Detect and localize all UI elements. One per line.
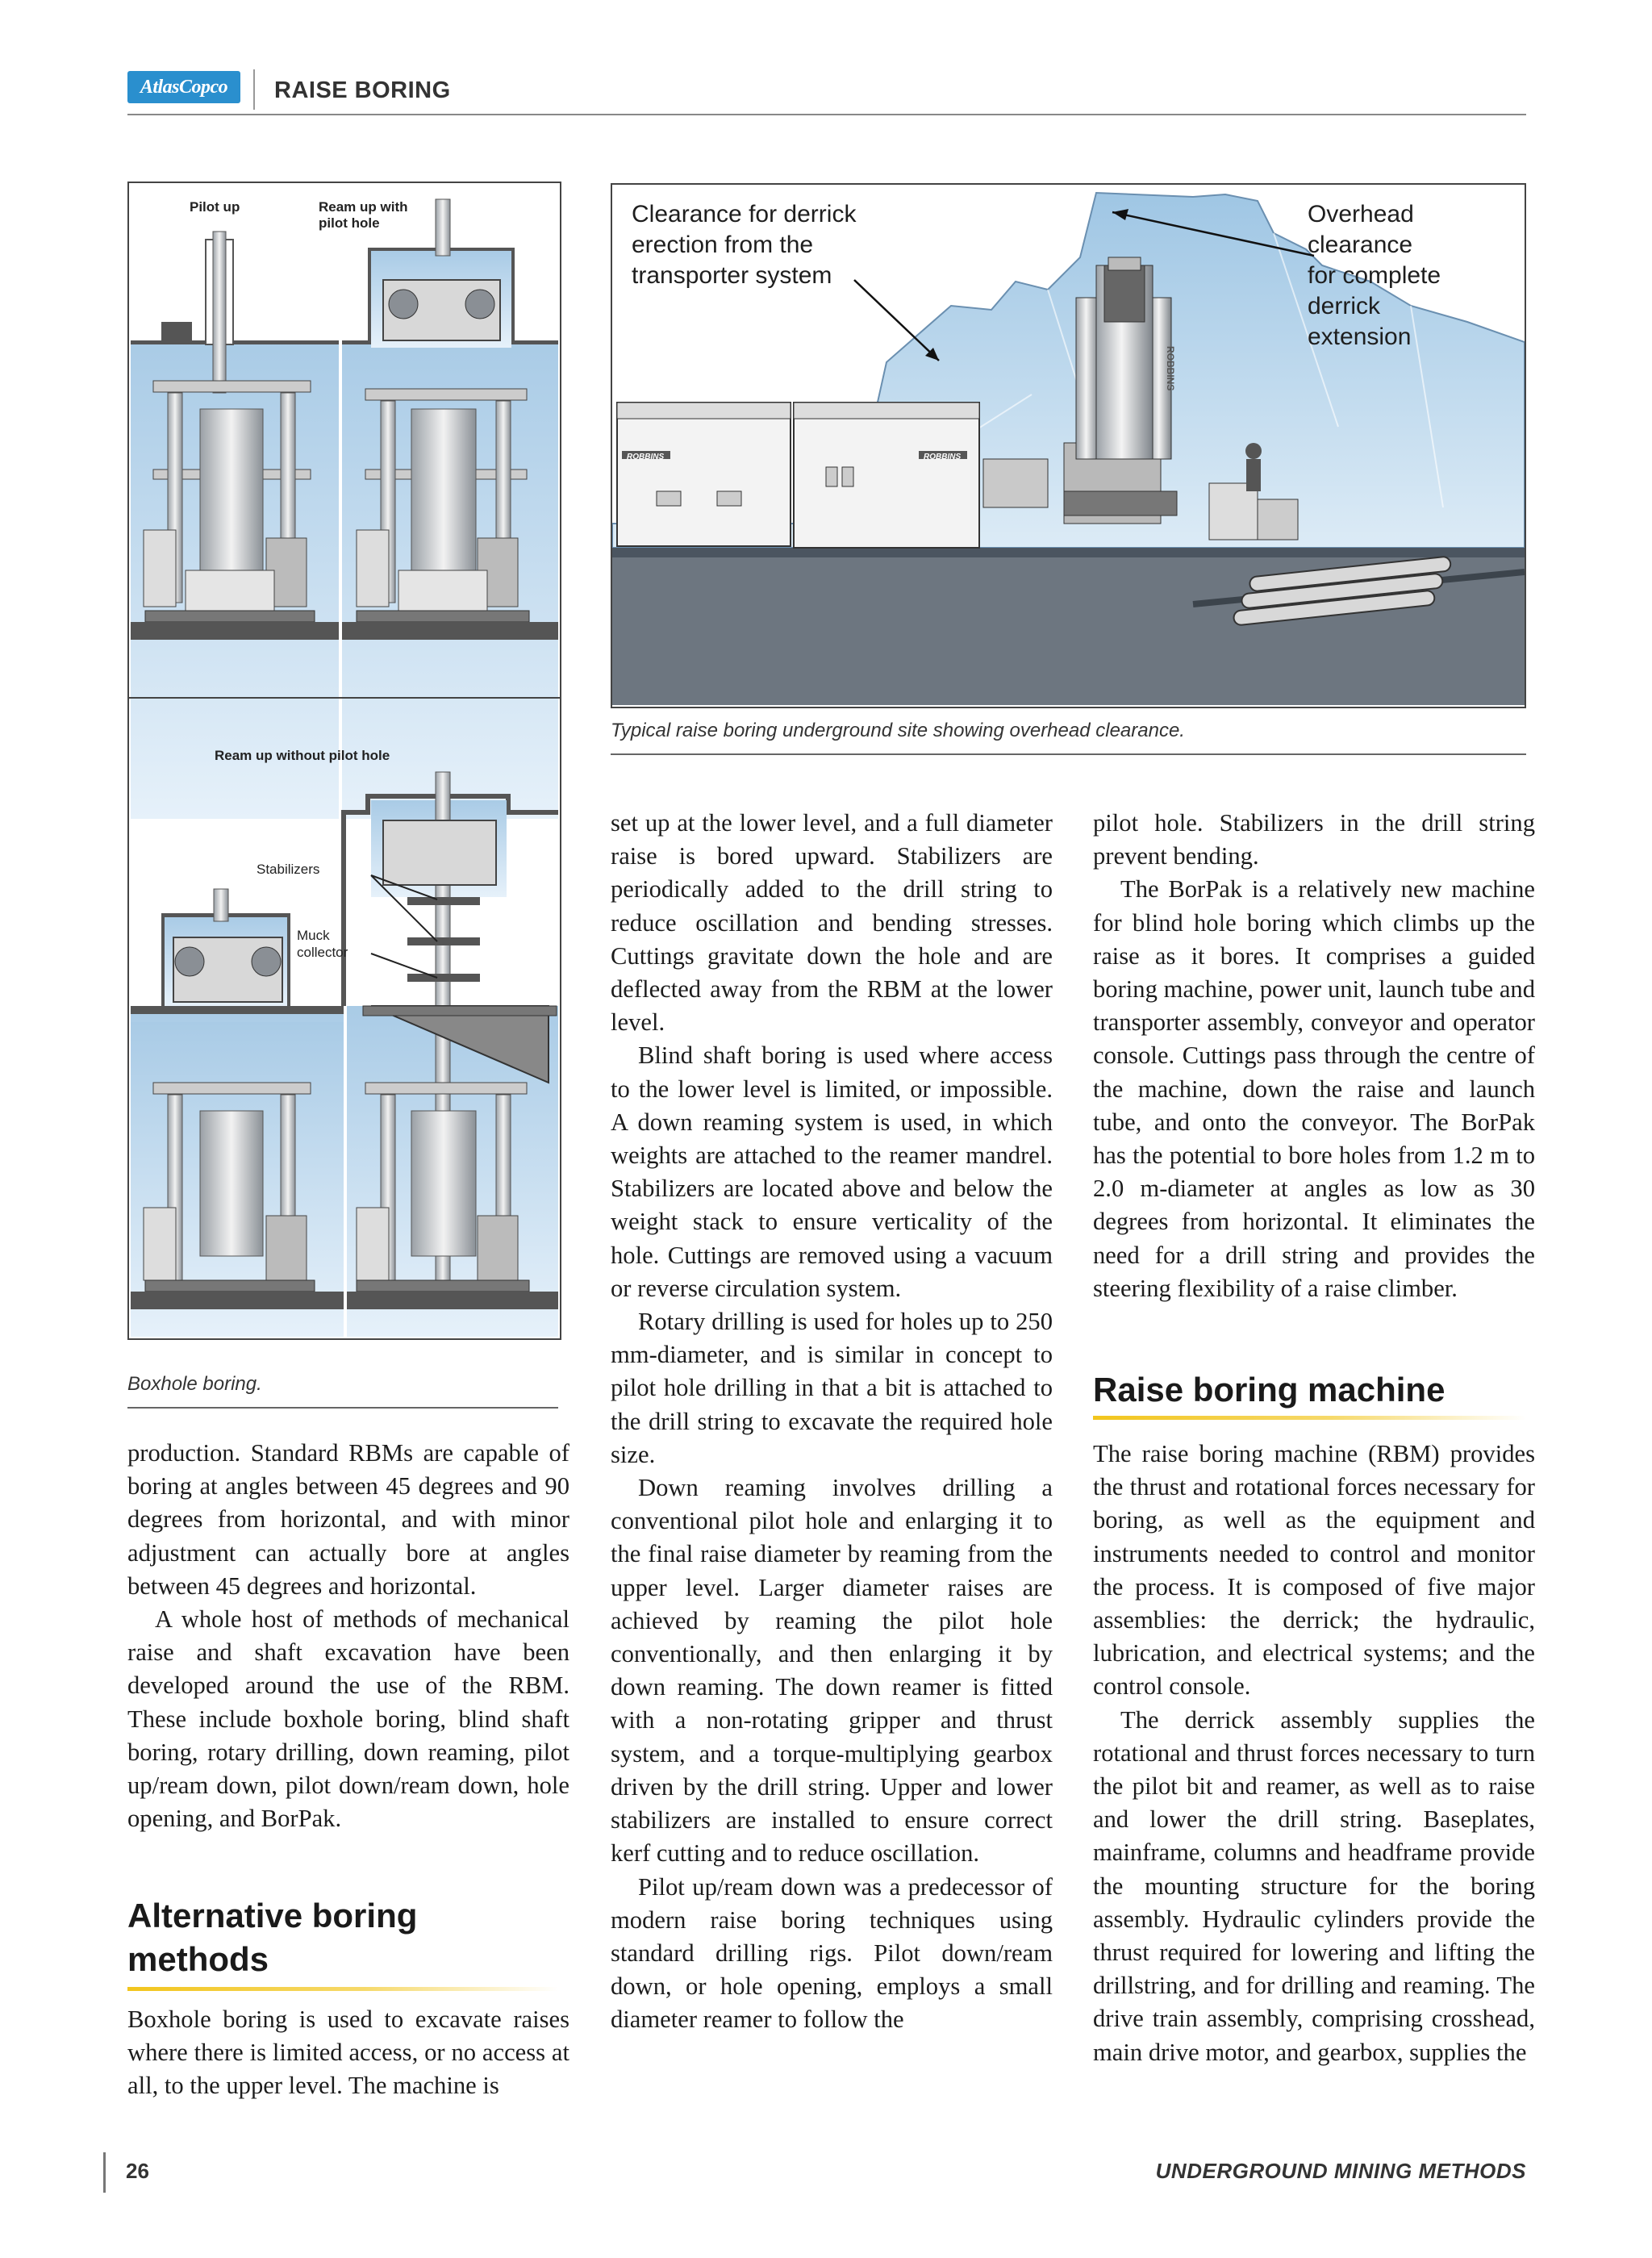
publication-title: UNDERGROUND MINING METHODS	[1155, 2159, 1526, 2183]
paragraph: Rotary drilling is used for holes up to 250 mm-diameter, and is similar in concept to pilot hole drilling in that a bit is attached to the drill string to excavate the required hole size.	[611, 1308, 1053, 1468]
boxhole-caption: Boxhole boring.	[127, 1373, 262, 1395]
paragraph: Boxhole boring is used to excavate raises where there is limited access, or no access at all, to the upper level. The machine is	[127, 2005, 569, 2100]
ream-up-without-pilot-diagram	[131, 772, 558, 1337]
label-stabilizers: Stabilizers	[257, 862, 320, 877]
heading-underline	[127, 1987, 558, 1991]
header-rule	[127, 114, 1526, 115]
brand-logo	[127, 71, 240, 103]
label-clearance-derrick: Clearance for derrick erection from the transporter system	[632, 201, 857, 290]
column-2	[611, 807, 1053, 2037]
heading-alternative-boring-methods: Alternative boring methods	[127, 1897, 418, 1978]
paragraph: Blind shaft boring is used where access to the lower level is limited, or impossible. A down reaming system is used, in which weights are attached to the reamer mandrel. Stabilizers are located above and below the weight stack to ensure verticality of the hole. Cuttings are removed using a vacuum or reverse circulation system.	[611, 1041, 1053, 1302]
column-1	[127, 1437, 569, 1835]
label-ream-up-with-pilot: Ream up with pilot hole	[319, 199, 408, 231]
column-3	[1093, 807, 1535, 1305]
site-caption: Typical raise boring underground site showing overhead clearance.	[611, 720, 1185, 741]
site-caption-rule	[611, 753, 1526, 755]
clearance-pointer	[854, 280, 939, 361]
paragraph: Pilot up/ream down was a predecessor of modern raise boring techniques using standard drilling rigs. Pilot down/ream down, or hole opening, employs a small diameter reamer to follow the	[611, 1872, 1053, 2034]
paragraph: The derrick assembly supplies the rotational and thrust forces necessary to turn the pilot bit and reamer, as well as to raise and lower the drill string. Baseplates, mainframe, columns and headframe provide the mounting structure for the boring assembly. Hydraulic cylinders provide the thrust required for lowering and lifting the drillstring, and for drilling and reaming. The drive train assembly, comprising crosshead, main drive motor, and gearbox, supplies the	[1093, 1705, 1535, 2066]
label-pilot-up: Pilot up	[190, 199, 240, 215]
paragraph: production. Standard RBMs are capable of boring at angles between 45 degrees and 90 degrees from horizontal, and with minor adjustment can actually bore at angles between 45 degrees and horizontal.	[127, 1439, 569, 1600]
machine-brand-mark: ROBBINS	[1165, 346, 1176, 391]
heading-underline	[1093, 1416, 1526, 1420]
transporter-units	[617, 403, 979, 548]
brand-logo-text: AtlasCopco	[140, 76, 228, 98]
paragraph: A whole host of methods of mechanical raise and shaft excavation have been developed around the use of the RBM. These include boxhole boring, blind shaft boring, rotary drilling, down reaming, pilot up/ream down, pilot down/ream down, hole opening, and BorPak.	[127, 1605, 569, 1833]
page-number: 26	[126, 2159, 149, 2183]
muck-collector-pointer	[371, 954, 437, 978]
label-ream-up-without-pilot: Ream up without pilot hole	[215, 748, 390, 763]
brand-mark: ROBBINS	[627, 453, 665, 461]
header-separator	[253, 69, 255, 110]
section-title: RAISE BORING	[274, 77, 451, 103]
paragraph: The raise boring machine (RBM) provides the thrust and rotational forces necessary for boring, as well as the equipment and instruments needed to control and monitor the process. It is composed of five major assemblies: the derrick; the hydraulic, lubrication, and electrical systems; and the control console.	[1093, 1440, 1535, 1701]
paragraph: The BorPak is a relatively new machine for blind hole boring which climbs up the raise as it bores. It comprises a guided boring machine, power unit, launch tube and transporter assembly, conveyor and operator console. Cuttings pass through the centre of the machine, down the raise and launch tube, and onto the conveyor. The BorPak has the potential to bore holes from 1.2 m to 2.0 m-diameter at angles as low as 30 degrees from horizontal. It eliminates the need for a drill string and provides the steering flexibility of a raise climber.	[1093, 875, 1535, 1302]
brand-mark: ROBBINS	[924, 453, 962, 461]
label-overhead-clearance: Overhead clearance for complete derrick extension	[1308, 201, 1441, 351]
paragraph: pilot hole. Stabilizers in the drill string prevent bending.	[1093, 809, 1535, 870]
column-1-continued	[127, 2003, 569, 2103]
column-3-continued	[1093, 1438, 1535, 2069]
paragraph: Down reaming involves drilling a conventional pilot hole and enlarging it to the final raise diameter by reaming from the upper level. Larger diameter raises are achieved by reaming the pilot hole conventionally, and then enlarging it by down reaming. The down reamer is fitted with a non-rotating gripper and thrust system, and a torque-multiplying gearbox driven by the drill string. Upper and lower stabilizers are installed to ensure correct kerf cutting and to reduce oscillation.	[611, 1474, 1053, 1868]
site-figure	[611, 183, 1526, 708]
footer-bar	[103, 2152, 106, 2193]
ream-up-with-pilot-diagram	[342, 199, 558, 819]
boxhole-figure	[127, 182, 561, 1340]
heading-raise-boring-machine: Raise boring machine	[1093, 1371, 1446, 1409]
pilot-up-diagram	[131, 232, 339, 819]
label-muck-collector: Muck collector	[297, 928, 348, 961]
boxhole-caption-rule	[127, 1407, 558, 1409]
paragraph: set up at the lower level, and a full diameter raise is bored upward. Stabilizers are periodically added to the drill string to reduce oscillation and bending stresses. Cuttings gravitate down the hole and are deflected away from the RBM at the lower level.	[611, 809, 1053, 1037]
